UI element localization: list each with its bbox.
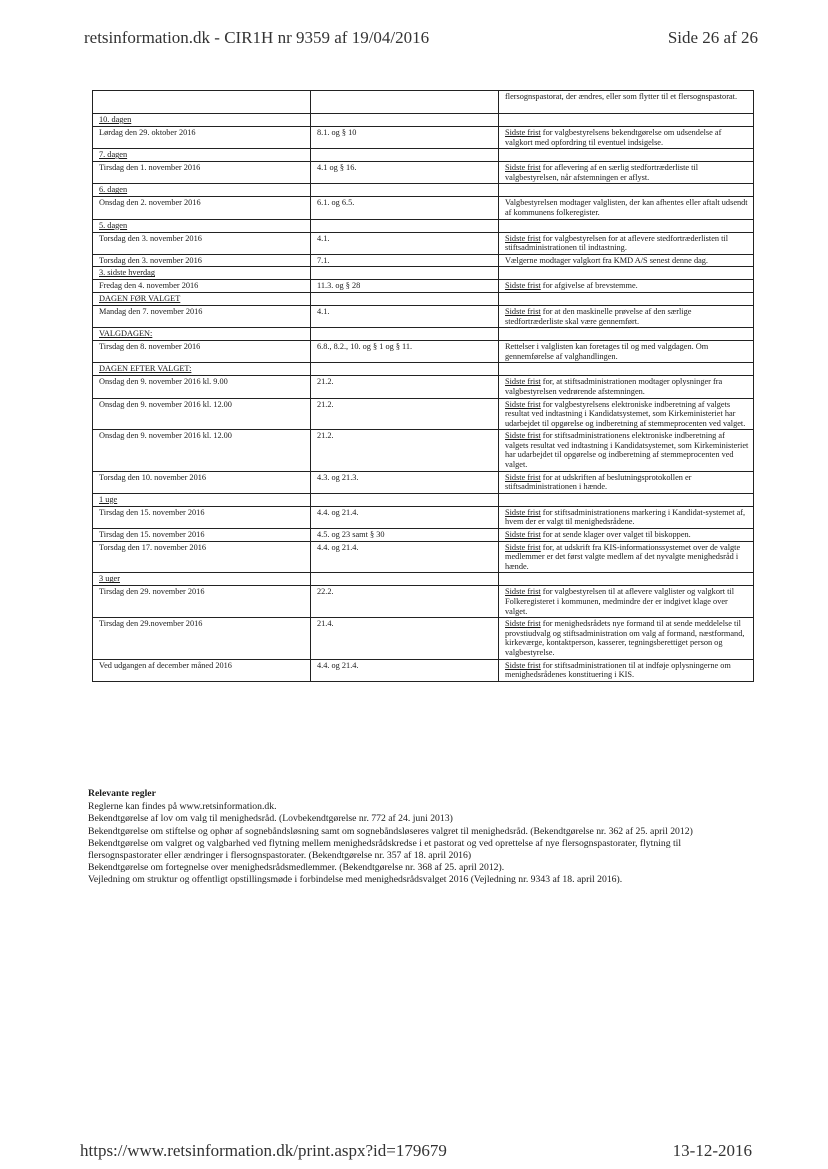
desc-cell <box>499 305 754 327</box>
section-label <box>93 328 311 341</box>
deadline-label: Sidste frist <box>505 587 541 597</box>
deadline-label: Sidste frist <box>505 399 541 409</box>
deadline-text: for valgbestyrelsens elektroniske indberetning af valgets resultat ved indtastning i Kandidatsystemet, som Kirkeministeriet har udarbejdet til opgørelse og indberetning af stemmeprocenten ved valget. <box>505 399 746 428</box>
ref-cell: 21.2. <box>311 430 499 471</box>
desc-cell <box>499 219 754 232</box>
table-row <box>93 506 754 528</box>
desc-cell <box>499 114 754 127</box>
ref-cell: 4.5. og 23 samt § 30 <box>311 529 499 542</box>
desc-cell <box>499 471 754 493</box>
section-header-row <box>93 267 754 280</box>
section-label <box>93 573 311 586</box>
ref-cell: 6.8., 8.2., 10. og § 1 og § 11. <box>311 341 499 363</box>
ref-cell: 4.3. og 21.3. <box>311 471 499 493</box>
ref-cell: 4.4. og 21.4. <box>311 541 499 573</box>
footer-date: 13-12-2016 <box>672 1141 752 1160</box>
rules-line: Reglerne kan findes på www.retsinformation.dk. <box>88 801 277 813</box>
date-cell: Torsdag den 3. november 2016 <box>93 254 311 267</box>
section-label <box>93 219 311 232</box>
section-label-text: DAGEN EFTER VALGET: <box>99 364 192 374</box>
table-row <box>93 91 754 114</box>
ref-cell: 21.4. <box>311 618 499 659</box>
table-row <box>93 618 754 659</box>
desc-cell <box>499 197 754 219</box>
desc-cell <box>499 586 754 618</box>
ref-cell <box>311 493 499 506</box>
section-label <box>93 493 311 506</box>
deadline-text: for stiftsadministrationen til at indføje oplysningerne om menighedsrådenes konstituering i KIS. <box>505 660 731 680</box>
desc-cell <box>499 127 754 149</box>
deadline-label: Sidste frist <box>505 233 541 243</box>
desc-cell: flersognspastorat, der ændres, eller som flytter til et flersognspastorat. <box>499 91 754 114</box>
deadline-text: for, at udskrift fra KIS-informationssystemet over de valgte medlemmer er det først valgte medlem af det nyvalgte menighedsråd i hænde. <box>505 542 741 571</box>
desc-cell <box>499 376 754 398</box>
section-label <box>93 184 311 197</box>
desc-cell <box>499 149 754 162</box>
ref-cell: 6.1. og 6.5. <box>311 197 499 219</box>
table-row <box>93 586 754 618</box>
section-header-row <box>93 328 754 341</box>
table-row <box>93 430 754 471</box>
desc-cell <box>499 363 754 376</box>
section-label-text: 3. sidste hverdag <box>99 268 155 278</box>
desc-cell <box>499 659 754 681</box>
desc-cell <box>499 341 754 363</box>
desc-cell <box>499 254 754 267</box>
desc-cell <box>499 529 754 542</box>
deadline-label: Sidste frist <box>505 530 541 540</box>
table-row <box>93 232 754 254</box>
rules-line: Bekendtgørelse om fortegnelse over menighedsrådsmedlemmer. (Bekendtgørelse nr. 368 af 25. april 2012). <box>88 862 505 874</box>
section-label-text: 3 uger <box>99 574 120 584</box>
deadline-text: for valgbestyrelsen for at aflevere stedfortræderlisten til stiftsadministrationen til indtastning. <box>505 233 729 253</box>
rules-line: Bekendtgørelse af lov om valg til menighedsråd. (Lovbekendtgørelse nr. 772 af 24. juni 2013) <box>88 813 453 825</box>
ref-cell <box>311 363 499 376</box>
rules-heading: Relevante regler <box>88 788 156 799</box>
date-cell: Mandag den 7. november 2016 <box>93 305 311 327</box>
table-row <box>93 541 754 573</box>
date-cell: Tirsdag den 15. november 2016 <box>93 529 311 542</box>
section-label-text: 10. dagen <box>99 115 132 124</box>
ref-cell <box>311 328 499 341</box>
ref-cell: 11.3. og § 28 <box>311 280 499 293</box>
section-header-row <box>93 573 754 586</box>
deadline-text: for afgivelse af brevstemme. <box>540 281 638 291</box>
section-header-row <box>93 292 754 305</box>
desc-cell <box>499 618 754 659</box>
ref-cell <box>311 267 499 280</box>
section-label-text: 6. dagen <box>99 185 128 195</box>
desc-cell <box>499 398 754 430</box>
date-cell: Tirsdag den 8. november 2016 <box>93 341 311 363</box>
desc-cell <box>499 493 754 506</box>
date-cell: Torsdag den 3. november 2016 <box>93 232 311 254</box>
date-cell: Tirsdag den 1. november 2016 <box>93 162 311 184</box>
desc-cell <box>499 267 754 280</box>
ref-cell: 22.2. <box>311 586 499 618</box>
deadline-text: for at sende klager over valget til biskoppen. <box>540 530 691 540</box>
ref-cell <box>311 292 499 305</box>
rules-line: Bekendtgørelse om stiftelse og ophør af sognebåndsløsning samt om sognebåndsløseres valgret til menighedsråd. (Bekendtgørelse nr. 362 af 25. april 2012) <box>88 825 693 837</box>
section-label-text: 7. dagen <box>99 150 128 160</box>
desc-cell <box>499 430 754 471</box>
relevant-rules-section <box>88 788 748 887</box>
desc-cell <box>499 328 754 341</box>
ref-cell: 4.1. <box>311 305 499 327</box>
deadline-text: for stiftsadministrationens markering i Kandidat-systemet af, hvem der er valgt til menighedsrådene. <box>505 507 746 527</box>
date-cell: Tirsdag den 29. november 2016 <box>93 586 311 618</box>
table-row <box>93 162 754 184</box>
deadline-label: Sidste frist <box>505 306 541 316</box>
section-label <box>93 149 311 162</box>
ref-cell: 4.4. og 21.4. <box>311 659 499 681</box>
ref-cell <box>311 149 499 162</box>
section-label-text: 1 uge <box>99 494 118 504</box>
deadline-label: Sidste frist <box>505 507 541 517</box>
deadline-text: for, at stiftsadministrationen modtager oplysninger fra valgbestyrelsen vedrørende afstemningen. <box>505 377 723 396</box>
desc-cell <box>499 506 754 528</box>
deadline-text: Vælgerne modtager valgkort fra KMD A/S senest denne dag. <box>505 255 708 265</box>
deadline-label: Sidste frist <box>505 128 541 137</box>
section-header-row <box>93 219 754 232</box>
deadline-text: Rettelser i valglisten kan foretages til og med valgdagen. Om gennemførelse af valghandlingen. <box>505 342 709 361</box>
deadline-text: for aflevering af en særlig stedfortræderliste til valgbestyrelsen, når afstemningen er aflyst. <box>505 163 699 182</box>
ref-cell <box>311 184 499 197</box>
section-label <box>93 114 311 127</box>
table-row <box>93 280 754 293</box>
section-header-row <box>93 363 754 376</box>
date-cell: Torsdag den 17. november 2016 <box>93 541 311 573</box>
table-row <box>93 341 754 363</box>
deadline-text: for valgbestyrelsen til at aflevere valglister og valgkort til Folkeregisteret i kommunen, medmindre der er indgivet klage over valget. <box>505 587 735 616</box>
section-label-text: 5. dagen <box>99 220 128 230</box>
table-row <box>93 376 754 398</box>
deadline-text: for valgbestyrelsens bekendtgørelse om udsendelse af valgkort med opfordring til eventuel indsigelse. <box>505 128 722 147</box>
table-row <box>93 254 754 267</box>
desc-cell <box>499 573 754 586</box>
deadline-text: for at den maskinelle prøvelse af den særlige stedfortræderliste skal være gennemført. <box>505 306 692 326</box>
table-row <box>93 529 754 542</box>
table-row <box>93 197 754 219</box>
ref-cell <box>311 114 499 127</box>
table-row <box>93 659 754 681</box>
date-cell: Onsdag den 9. november 2016 kl. 12.00 <box>93 398 311 430</box>
rules-line: Vejledning om struktur og offentligt opstillingsmøde i forbindelse med menighedsrådsvalget 2016 (Vejledning nr. 9343 af 18. april 2016). <box>88 874 623 886</box>
desc-cell <box>499 162 754 184</box>
table-row <box>93 127 754 149</box>
section-label <box>93 267 311 280</box>
ref-cell: 8.1. og § 10 <box>311 127 499 149</box>
date-cell: Tirsdag den 15. november 2016 <box>93 506 311 528</box>
section-label <box>93 363 311 376</box>
ref-cell: 21.2. <box>311 376 499 398</box>
date-cell: Torsdag den 10. november 2016 <box>93 471 311 493</box>
desc-cell <box>499 292 754 305</box>
date-cell: Tirsdag den 29.november 2016 <box>93 618 311 659</box>
ref-cell: 4.1 og § 16. <box>311 162 499 184</box>
deadline-text: for menighedsrådets nye formand til at sende meddelelse til provstiudvalg og stiftsadministration om valg af formand, næstformand, kirkeværge, kontaktperson, kasserer, tegningsberettiget person og valgbestyrelse. <box>505 619 745 657</box>
rules-line: Bekendtgørelse om valgret og valgbarhed ved flytning mellem menighedsrådskredse i et pastorat og ved oprettelse af nye flersognspastorater, flytning til flersognspastorater eller ændringer i flersognspastorater. (Bekendtgørelse nr. 357 af 18. april 2016) <box>88 837 682 862</box>
page-number: Side 26 af 26 <box>667 28 758 47</box>
footer-url: https://www.retsinformation.dk/print.aspx?id=179679 <box>80 1141 447 1160</box>
date-cell: Fredag den 4. november 2016 <box>93 280 311 293</box>
date-cell: Ved udgangen af december måned 2016 <box>93 659 311 681</box>
table-row <box>93 471 754 493</box>
ref-cell: 4.1. <box>311 232 499 254</box>
deadline-label: Sidste frist <box>505 660 541 670</box>
section-label-text: DAGEN FØR VALGET <box>99 293 181 303</box>
date-cell <box>93 91 311 114</box>
deadline-text: Valgbestyrelsen modtager valglisten, der kan afhentes eller aftalt udsendt af kommunens folkeregister. <box>505 198 748 217</box>
deadline-text: for stiftsadministrationens elektroniske indberetning af valgets resultat ved indtastning i Kandidatsystemet, som Kirkeministeriet har udarbejdet til opgørelse og indberetning af stemmeprocenten ved valget. <box>505 431 749 470</box>
date-cell: Lørdag den 29. oktober 2016 <box>93 127 311 149</box>
desc-cell <box>499 280 754 293</box>
desc-cell <box>499 541 754 573</box>
section-label <box>93 292 311 305</box>
section-header-row <box>93 114 754 127</box>
deadline-label: Sidste frist <box>505 431 541 441</box>
ref-cell: 7.1. <box>311 254 499 267</box>
deadline-label: Sidste frist <box>505 619 541 629</box>
ref-cell: 21.2. <box>311 398 499 430</box>
deadline-label: Sidste frist <box>505 542 541 552</box>
table-row <box>93 398 754 430</box>
desc-cell <box>499 232 754 254</box>
date-cell: Onsdag den 2. november 2016 <box>93 197 311 219</box>
ref-cell <box>311 219 499 232</box>
table-row <box>93 305 754 327</box>
section-header-row <box>93 184 754 197</box>
desc-cell <box>499 184 754 197</box>
section-header-row <box>93 493 754 506</box>
page-header-title: retsinformation.dk - CIR1H nr 9359 af 19/04/2016 <box>84 28 430 47</box>
section-label-text: VALGDAGEN: <box>99 329 153 339</box>
date-cell: Onsdag den 9. november 2016 kl. 9.00 <box>93 376 311 398</box>
deadline-label: Sidste frist <box>505 377 541 387</box>
ref-cell: 4.4. og 21.4. <box>311 506 499 528</box>
election-schedule-table <box>92 90 754 682</box>
deadline-label: Sidste frist <box>505 163 541 173</box>
section-header-row <box>93 149 754 162</box>
deadline-label: Sidste frist <box>505 281 541 291</box>
date-cell: Onsdag den 9. november 2016 kl. 12.00 <box>93 430 311 471</box>
ref-cell <box>311 91 499 114</box>
deadline-label: Sidste frist <box>505 472 541 482</box>
deadline-text: for at udskriften af beslutningsprotokollen er stiftsadministrationen i hænde. <box>505 472 692 492</box>
ref-cell <box>311 573 499 586</box>
